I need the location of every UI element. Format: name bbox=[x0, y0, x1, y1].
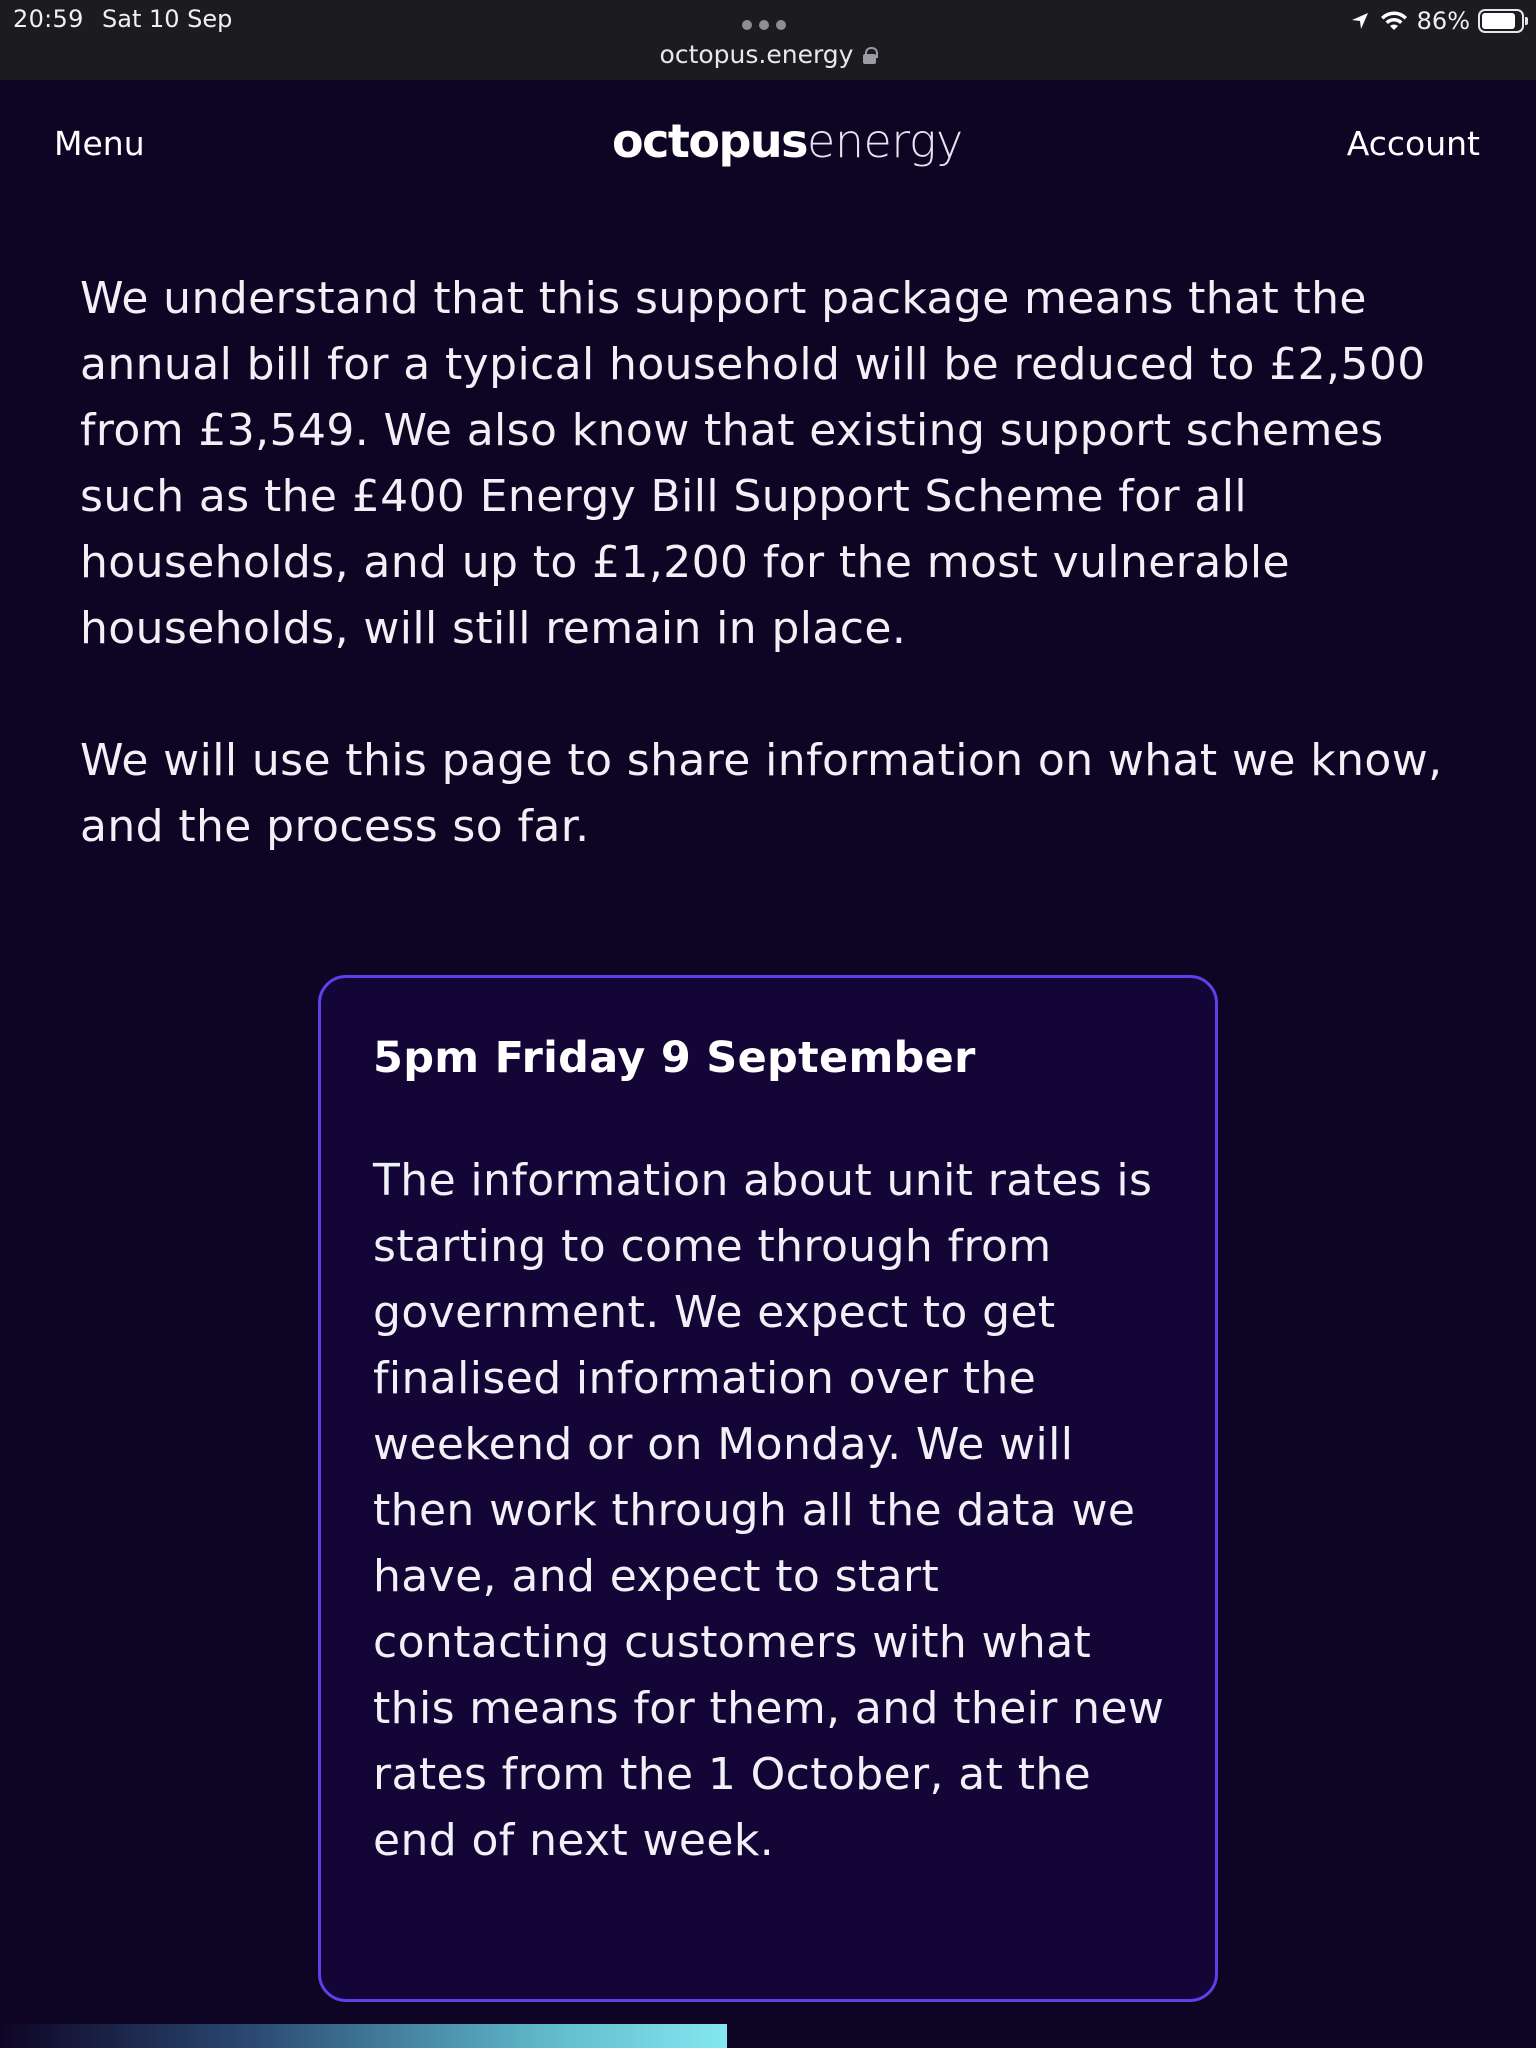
battery-percentage: 86% bbox=[1416, 7, 1470, 35]
lock-icon bbox=[863, 47, 876, 64]
main-content bbox=[80, 266, 1460, 860]
update-card-body: The information about unit rates is starting to come through from government. We expect to get finalised information over the weekend or on Monday. We will then work through all the data we have, and expect to start contacting customers with what this means for them, and their new rates from the 1 October, at the end of next week. bbox=[373, 1155, 1165, 1866]
status-time: 20:59 bbox=[13, 5, 84, 33]
status-date: Sat 10 Sep bbox=[102, 5, 233, 33]
site-header bbox=[0, 80, 1536, 210]
location-arrow-icon bbox=[1349, 10, 1371, 32]
url-text: octopus.energy bbox=[659, 40, 854, 69]
status-bar bbox=[0, 0, 1536, 80]
account-button[interactable]: Account bbox=[1346, 124, 1480, 163]
address-bar[interactable] bbox=[0, 40, 1536, 69]
wifi-icon bbox=[1379, 10, 1409, 32]
battery-level bbox=[1482, 13, 1515, 29]
multitasking-dots-icon[interactable] bbox=[742, 20, 792, 30]
octopus-energy-logo[interactable]: octopusenergy bbox=[612, 114, 963, 168]
battery-icon bbox=[1478, 9, 1524, 33]
menu-button[interactable]: Menu bbox=[54, 124, 145, 163]
intro-paragraph: We understand that this support package means that the annual bill for a typical household will be reduced to £2,500 from £3,549. We also know that existing support schemes such as the £400 Energy Bill Support Scheme for all households, and up to £1,200 for the most vulnerable households, will still remain in place. bbox=[80, 273, 1426, 654]
info-paragraph: We will use this page to share information on what we know, and the process so far. bbox=[80, 735, 1443, 852]
status-indicators bbox=[1349, 5, 1524, 37]
update-card bbox=[318, 975, 1218, 2002]
decorative-gradient-bar bbox=[0, 2024, 727, 2048]
update-card-title: 5pm Friday 9 September bbox=[373, 1033, 976, 1083]
